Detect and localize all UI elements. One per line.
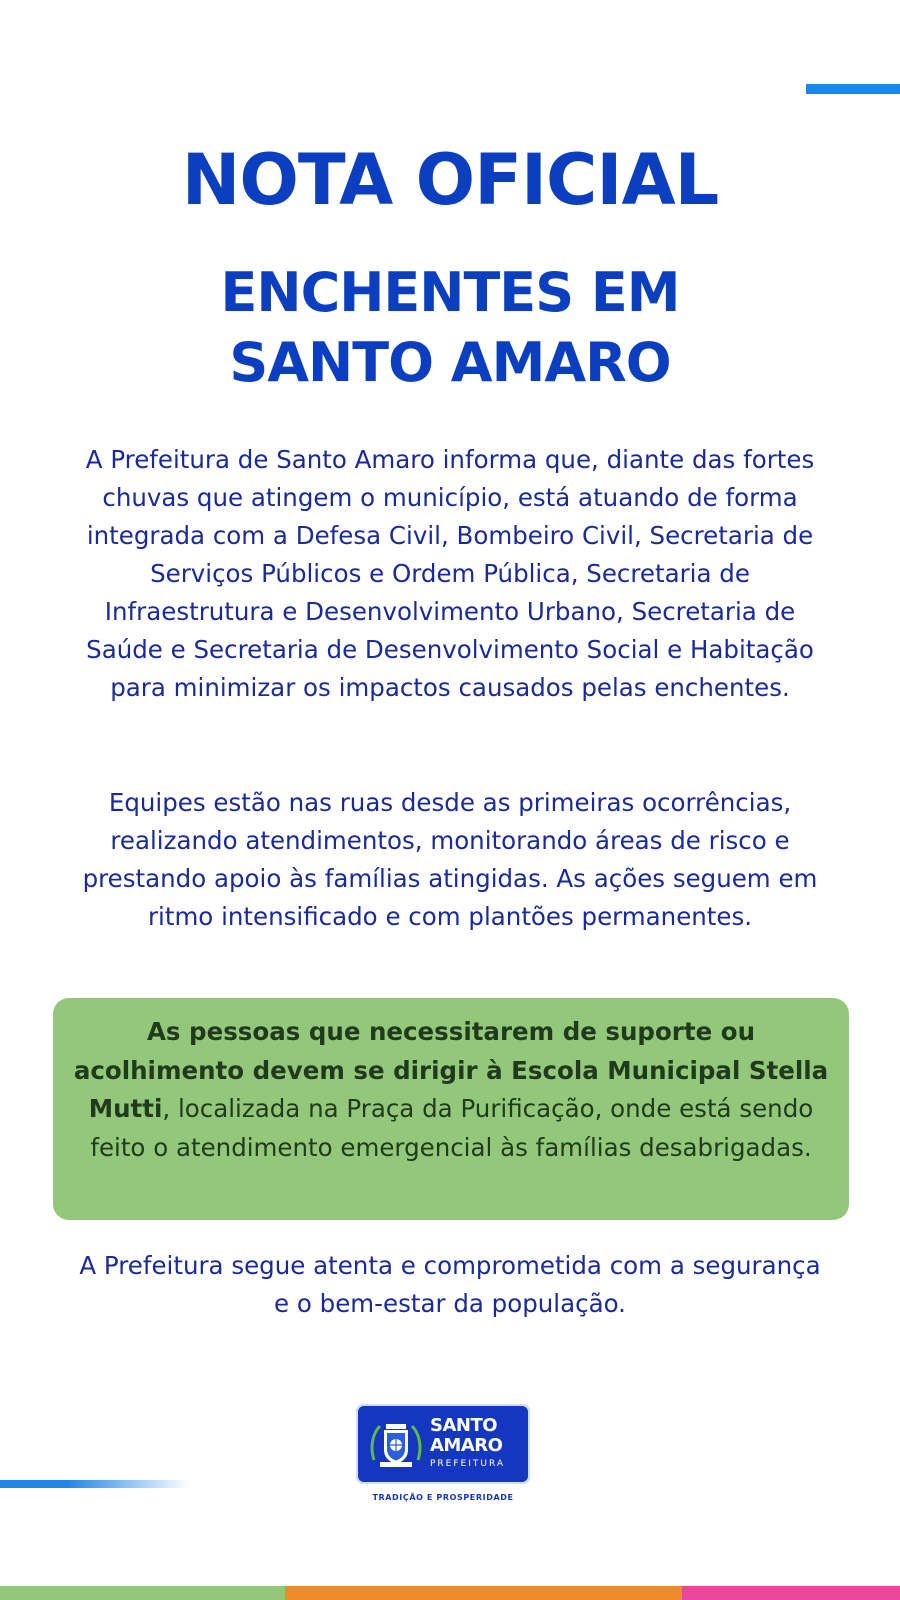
logo-name-line-2: AMARO — [430, 1435, 503, 1456]
page-title: NOTA OFICIAL — [181, 139, 719, 221]
body-paragraph-1: A Prefeitura de Santo Amaro informa que, diante das fortes chuvas que atingem o município, está atuando de forma integrada com a Defesa Civil, Bombeiro Civil, Secretaria de Serviços Públicos e Ordem Pública, Secretaria de Infraestrutura e Desenvolvimento Urbano, Secretaria de Saúde e Secretaria de Desenvolvimento Social e Habitação para minimizar os impactos causados pelas enchentes. — [85, 445, 815, 702]
notice-text — [73, 1013, 829, 1167]
subtitle-line-2: SANTO AMARO — [229, 331, 671, 394]
logo-subtitle: PREFEITURA — [430, 1459, 506, 1469]
notice-lead: As pessoas que necessitarem de suporte ou acolhimento devem se dirigir à — [73, 1017, 756, 1085]
notice-rest: , localizada na Praça da Purificação, onde está sendo feito o atendimento emergencial às famílias desabrigadas. — [90, 1094, 814, 1162]
municipal-crest-icon — [368, 1416, 424, 1472]
top-accent-bar — [806, 84, 900, 94]
bottom-bar-orange — [285, 1586, 682, 1600]
logo-name — [430, 1416, 526, 1456]
bottom-bar-green — [0, 1586, 285, 1600]
page-subtitle — [0, 258, 900, 398]
bottom-bar-pink — [682, 1586, 900, 1600]
prefeitura-logo — [356, 1404, 530, 1502]
left-accent-bar — [0, 1480, 190, 1488]
bottom-color-bar — [0, 1586, 900, 1600]
logo-name-line-1: SANTO — [430, 1415, 498, 1436]
body-paragraph-2: Equipes estão nas ruas desde as primeiras ocorrências, realizando atendimentos, monitorando áreas de risco e prestando apoio às famílias atingidas. As ações seguem em ritmo intensificado e com plantões permanentes. — [82, 788, 818, 931]
notice-highlight: Escola Municipal Stella Mutti — [88, 1055, 829, 1123]
logo-tagline: TRADIÇÃO E PROSPERIDADE — [372, 1493, 514, 1502]
subtitle-line-1: ENCHENTES EM — [220, 261, 680, 324]
logo-badge — [356, 1404, 530, 1484]
closing-paragraph: A Prefeitura segue atenta e comprometida com a segurança e o bem-estar da população. — [79, 1251, 821, 1318]
